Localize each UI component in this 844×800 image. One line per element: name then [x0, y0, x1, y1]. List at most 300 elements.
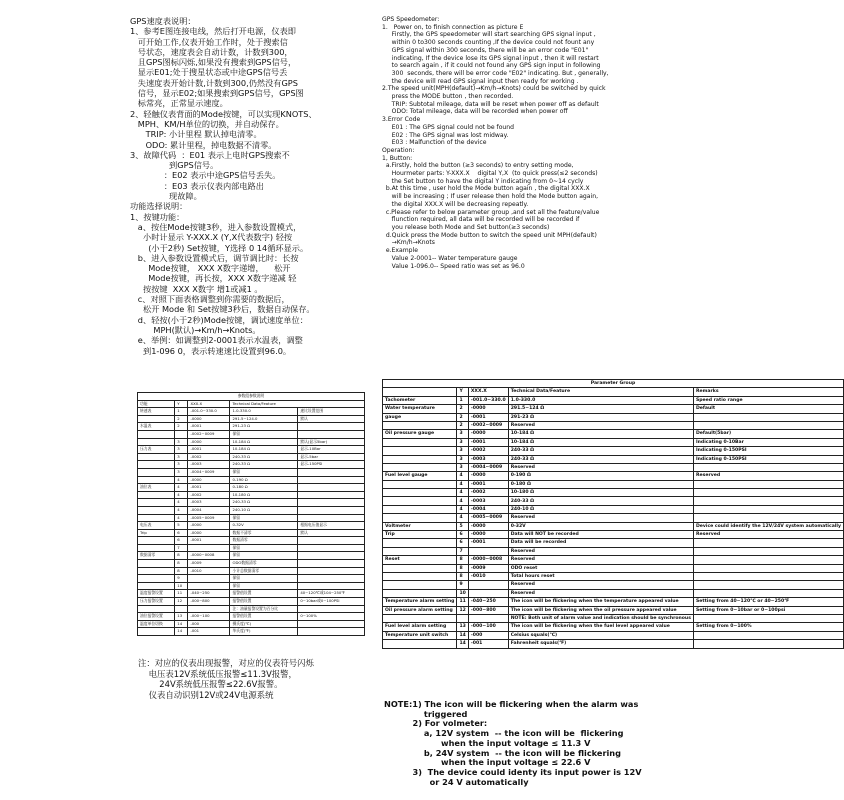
table-row [383, 514, 844, 522]
lnote-line: 24V系统低压报警≤22.6V报警。 [138, 679, 283, 689]
table-cell: 14 [175, 628, 188, 636]
table-cell [138, 491, 175, 499]
table-cell [298, 506, 365, 514]
table-cell: Fahrenheit squals(℉) [508, 640, 693, 648]
table-row [138, 468, 365, 476]
table-cell: 5 [175, 522, 188, 530]
table-cell: Data will be recorded [508, 539, 693, 547]
table-cell [383, 505, 457, 513]
right-line: d.Quick press the Mode button to switch the speed unit MPH(default) [382, 231, 597, 239]
table-row [383, 522, 844, 530]
table-cell: Voltmeter [383, 522, 457, 530]
table-cell: 报警值设置 [230, 613, 298, 621]
table-row [138, 529, 365, 537]
left-line: 标常亮，正常显示速度。 [130, 98, 228, 109]
right-line: Operation: [382, 146, 415, 154]
table-cell [175, 605, 188, 613]
table-cell: Technical Data/Feature [230, 400, 365, 408]
table-cell: 13 [175, 613, 188, 621]
table-cell [298, 423, 365, 431]
right-line: the digital XXX.X will be decreasing repeatly. [382, 200, 529, 208]
table-cell [383, 589, 457, 597]
table-cell [693, 640, 843, 648]
table-cell: 0-32V [508, 522, 693, 530]
table-cell: -040~250 [188, 590, 230, 598]
table-cell: 华氏度(℉) [230, 628, 298, 636]
table-cell: 8 [175, 567, 188, 575]
table-row [383, 430, 844, 438]
table-cell [383, 447, 457, 455]
table-cell [468, 614, 508, 622]
table-cell [383, 489, 457, 497]
table-row [138, 476, 365, 484]
table-cell: 保留 [230, 430, 298, 438]
left-line: 且GPS图标闪烁,如果没有搜索到GPS信号， [130, 57, 297, 68]
table-cell [383, 497, 457, 505]
table-cell: 240-33 Ω [230, 499, 298, 507]
table-row [138, 453, 365, 461]
table-cell: 3 [457, 455, 468, 463]
table-row [383, 598, 844, 606]
table-header-cell [383, 388, 457, 396]
table-row [138, 446, 365, 454]
table-cell: XXX.X [188, 400, 230, 408]
table-cell [298, 560, 365, 568]
table-cell: -0000 [188, 415, 230, 423]
table-cell: -000~800 [468, 606, 508, 614]
table-cell: 4 [175, 484, 188, 492]
table-row [383, 396, 844, 404]
table-cell [298, 514, 365, 522]
table-cell [693, 614, 843, 622]
table-cell [138, 499, 175, 507]
table-cell [188, 544, 230, 552]
table-cell: 10 [175, 582, 188, 590]
left-line: d、轻按(小于2秒)Mode按键，调试速度单位： [130, 314, 308, 325]
table-cell: 注：油量报警设置为百分比 [230, 605, 298, 613]
table-cell: 2 [457, 413, 468, 421]
table-cell: Setting from 0~100% [693, 623, 843, 631]
table-cell [693, 497, 843, 505]
table-cell: Oil pressure alarm setting [383, 606, 457, 614]
table-cell: gauge [383, 413, 457, 421]
table-cell: 9 [457, 581, 468, 589]
table-cell: 12 [175, 598, 188, 606]
lnote-line: 电压表12V系统低压报警≤11.3V报警， [138, 668, 297, 679]
table-cell: 4 [175, 499, 188, 507]
table-cell: 4 [457, 472, 468, 480]
table-cell [693, 581, 843, 589]
table-cell: Trip [383, 531, 457, 539]
english-alarm-note [384, 700, 669, 787]
table-cell: 0~10bar或0~100PSI [298, 598, 365, 606]
table-cell: Setting from 40~120℃ or 40~250℉ [693, 598, 843, 606]
table-row [138, 506, 365, 514]
table-cell [138, 628, 175, 636]
table-cell: 3 [175, 461, 188, 469]
left-line: MPH、KM/H单位的切换，并自动保存。 [130, 118, 284, 129]
table-cell: Fuel level alarm setting [383, 623, 457, 631]
right-line: TRIP: Subtotal mileage, data will be reset when power off as default [382, 100, 599, 108]
table-cell: -0000 [468, 522, 508, 530]
table-cell [298, 537, 365, 545]
table-cell: 1.0-330.0 [508, 396, 693, 404]
table-cell: 8 [457, 572, 468, 580]
table-row [138, 484, 365, 492]
table-cell [693, 413, 843, 421]
table-cell [383, 614, 457, 622]
right-line: GPS Speedometer: [382, 16, 440, 23]
table-cell: The icon will be flickering when the oil pressure appeared value [508, 606, 693, 614]
table-cell: The icon will be flickering when the fuel level appeared value [508, 623, 693, 631]
right-line: within 0 to300 seconds counting ,If the device could not fount any [382, 39, 595, 47]
left-line: 3、故障代码 ：E01 表示上电时GPS搜索不 [130, 149, 290, 160]
table-cell: 转速表 [138, 408, 175, 416]
table-cell: 1 [175, 408, 188, 416]
table-cell: 电压表 [138, 522, 175, 530]
table-cell: -0001 [468, 480, 508, 488]
table-cell: 速比设置范围 [298, 408, 365, 416]
table-row [383, 497, 844, 505]
table-cell: 4 [457, 497, 468, 505]
table-cell [138, 575, 175, 583]
table-cell [138, 514, 175, 522]
table-cell [693, 505, 843, 513]
table-cell: -0000 [188, 529, 230, 537]
table-cell: -0002 [468, 447, 508, 455]
table-cell: -0005~0009 [468, 514, 508, 522]
table-row [383, 413, 844, 421]
table-cell: -0001 [468, 438, 508, 446]
table-row [138, 423, 365, 431]
table-cell: -0002~0009 [188, 430, 230, 438]
table-cell: 功能 [138, 400, 175, 408]
table-cell: Indicating 0-150PSI [693, 447, 843, 455]
right-line: indicating, If the device lose its GPS signal input , then it will restart [382, 54, 599, 62]
table-cell: Reserved [508, 556, 693, 564]
table-cell: 291.5~124.0 [230, 415, 298, 423]
table-cell: 240-33 Ω [508, 455, 693, 463]
table-cell: Reset [383, 556, 457, 564]
table-cell: -0000 [468, 430, 508, 438]
table-cell: 8 [175, 552, 188, 560]
left-line: e、举例：如调整到2-0001表示水温表，调整 [130, 335, 303, 346]
right-line: press the MODE button , then recorded. [382, 93, 514, 101]
table-cell: 3 [457, 430, 468, 438]
right-line: 2.The speed unit(MPH(default)→Km/h→Knots) could be switched by quick [382, 85, 606, 93]
table-cell: 4 [175, 506, 188, 514]
table-cell [693, 564, 843, 572]
left-line: 到1-096 0，表示转速速比设置到96.0。 [130, 345, 292, 356]
table-row [138, 590, 365, 598]
table-cell: 保留 [230, 575, 298, 583]
table-cell: 3 [457, 447, 468, 455]
table-cell: 6 [175, 537, 188, 545]
table-row [138, 613, 365, 621]
table-cell: 油位表 [138, 484, 175, 492]
rnote-line: when the input voltage ≤ 11.3 V [384, 737, 591, 748]
table-cell: 240-10 Ω [230, 506, 298, 514]
left-line: 失速度表开始计数,计数到300,仍然没有GPS [130, 77, 298, 88]
table-cell: 1.0-330.0 [230, 408, 298, 416]
lnote-line: 仪表自动识别12V或24V电源系统 [138, 689, 274, 700]
rnote-line: triggered [384, 708, 468, 719]
table-row [138, 598, 365, 606]
left-line: ODO: 累计里程，掉电数据不清零。 [130, 139, 277, 150]
table-cell: 3 [457, 438, 468, 446]
table-cell: Default(5bar) [693, 430, 843, 438]
table-cell: -0000~0008 [188, 552, 230, 560]
table-row [138, 430, 365, 438]
table-cell: -0002 [188, 453, 230, 461]
table-cell: 数据清零 [230, 537, 298, 545]
table-cell [188, 582, 230, 590]
table-cell: 14 [457, 631, 468, 639]
table-cell: 10 [457, 589, 468, 597]
table-cell: 4 [457, 480, 468, 488]
table-row [138, 522, 365, 530]
table-cell: 2 [175, 423, 188, 431]
table-cell: -0001 [188, 484, 230, 492]
left-line: 1、参考E图连接电线，然后打开电源，仪表即 [130, 26, 296, 37]
table-cell: Indicating 0-150PSI [693, 455, 843, 463]
table-row [383, 547, 844, 555]
table-cell [298, 552, 365, 560]
right-line: will be increasing ; If user release then hold the Mode button again, [382, 193, 599, 201]
table-cell [138, 605, 175, 613]
table-cell: 3 [175, 446, 188, 454]
table-cell: 报警值设置 [230, 590, 298, 598]
table-cell: 240-33 Ω [508, 497, 693, 505]
table-cell: -001.0~330.0 [468, 396, 508, 404]
table-cell: Trip [138, 529, 175, 537]
table-cell: -0001 [188, 423, 230, 431]
right-line: you release both Mode and Set button(≥3 seconds) [382, 223, 550, 231]
table-cell [138, 582, 175, 590]
table-cell: Water temperature [383, 405, 457, 413]
table-row [138, 499, 365, 507]
table-row [138, 514, 365, 522]
table-cell: 默认(显示5bar) [298, 438, 365, 446]
table-row [138, 567, 365, 575]
table-cell: 油位报警设置 [138, 613, 175, 621]
table-cell: -000 [468, 631, 508, 639]
left-line: 小时计显示 Y-XXX.X (Y,X代表数字) 轻按 [130, 232, 293, 243]
table-cell: 240-33 Ω [508, 447, 693, 455]
table-row [383, 539, 844, 547]
table-cell: Reserved [508, 581, 693, 589]
table-cell [298, 468, 365, 476]
table-cell [693, 480, 843, 488]
table-cell [383, 564, 457, 572]
left-line: b、进入参数设置模式后，调节调比时：长按 [130, 252, 299, 263]
table-cell: 4 [175, 491, 188, 499]
table-row [383, 405, 844, 413]
table-cell: -0001 [468, 413, 508, 421]
table-cell: 14 [175, 620, 188, 628]
table-cell: Reserved [508, 463, 693, 471]
table-row [138, 605, 365, 613]
table-cell [383, 463, 457, 471]
right-line: E02 : The GPS signal was lost midway. [382, 131, 509, 139]
right-line: E01 : The GPS signal could not be found [382, 123, 515, 131]
table-cell: 8 [457, 556, 468, 564]
table-cell: Speed ratio range [693, 396, 843, 404]
table-cell: 默认 [298, 529, 365, 537]
table-cell: 240-33 Ω [230, 461, 298, 469]
table-row [138, 582, 365, 590]
table-row [383, 606, 844, 614]
table-row [383, 505, 844, 513]
table-row [138, 575, 365, 583]
table-cell: 240-10 Ω [508, 505, 693, 513]
table-row [138, 620, 365, 628]
table-cell: 9 [175, 575, 188, 583]
table-cell: 12 [457, 606, 468, 614]
table-cell: -0010 [468, 572, 508, 580]
table-cell [693, 631, 843, 639]
table-cell: -0001 [468, 539, 508, 547]
table-cell [298, 544, 365, 552]
table-cell: 10-184 Ω [508, 438, 693, 446]
table-cell [468, 581, 508, 589]
table-cell [188, 575, 230, 583]
table-cell [138, 544, 175, 552]
table-row [383, 623, 844, 631]
table-cell: 8 [457, 564, 468, 572]
table-cell: 0~100% [298, 613, 365, 621]
table-row [383, 463, 844, 471]
right-line: c.Please refer to below parameter group ,and set all the feature/value [382, 208, 600, 216]
table-cell [138, 476, 175, 484]
table-cell [383, 640, 457, 648]
table-cell [298, 628, 365, 636]
table-cell [383, 455, 457, 463]
table-row [383, 589, 844, 597]
table-row [383, 564, 844, 572]
table-cell: Data will NOT be recorded [508, 531, 693, 539]
right-line: the Set button to have the digital Y indicating from 0~14 cycly [382, 177, 584, 185]
right-line: 1, Button: [382, 154, 413, 162]
table-cell [298, 476, 365, 484]
table-cell: 数据清零 [138, 552, 175, 560]
table-cell: -0002 [468, 489, 508, 497]
left-line: 按按键 XXX X数字 增1或减1 。 [130, 283, 263, 294]
table-cell [693, 572, 843, 580]
table-cell [298, 567, 365, 575]
right-line: 1. Power on, to finish connection as picture E [382, 23, 524, 31]
right-line: Hourmeter parts: Y-XXX.X digital Y,X (to quick press(≤2 seconds) [382, 170, 598, 178]
right-line: Value 1-096.0-- Speed ratio was set as 96.0 [382, 262, 525, 270]
table-row [383, 472, 844, 480]
right-line: a.Firstly, hold the button (≥3 seconds) to entry setting mode, [382, 162, 574, 170]
table-cell: -0005~0009 [188, 514, 230, 522]
table-cell: 3 [175, 468, 188, 476]
right-line: ODO: Total mileage, data will be recorded when power off [382, 108, 568, 116]
table-cell: -0000 [188, 476, 230, 484]
table-cell [693, 556, 843, 564]
table-cell: NOTE: Both unit of alarm value and indication should be synchronous [508, 614, 693, 622]
table-row [138, 537, 365, 545]
table-cell: 8 [175, 560, 188, 568]
table-row [383, 614, 844, 622]
table-cell: 默认 [298, 415, 365, 423]
table-cell [138, 415, 175, 423]
table-cell [383, 421, 457, 429]
table-cell: -0004 [468, 505, 508, 513]
rnote-line: 2) For volmeter: [384, 718, 488, 729]
table-cell [693, 489, 843, 497]
table-cell: 显示-5bar [298, 453, 365, 461]
table-cell: -000 [188, 620, 230, 628]
table-cell: -040~250 [468, 598, 508, 606]
right-line: flunction required, all data will be recorded will be recorded if [382, 216, 580, 224]
table-cell [298, 430, 365, 438]
table-cell: 0-180 Ω [508, 480, 693, 488]
left-line: a、按住Mode按键3秒，进入参数设置模式， [130, 221, 302, 232]
table-cell: 0-180 Ω [230, 484, 298, 492]
table-row [383, 640, 844, 648]
table-cell: 6 [457, 531, 468, 539]
table-cell: Tachometer [383, 396, 457, 404]
table-cell: 1 [457, 396, 468, 404]
chinese-parameter-table [137, 392, 365, 636]
table-cell: 13 [457, 623, 468, 631]
table-cell: 0-190 Ω [230, 476, 298, 484]
table-cell: 2 [457, 405, 468, 413]
table-cell: ODO reset [508, 564, 693, 572]
table-cell: -0000 [468, 472, 508, 480]
table-row [138, 415, 365, 423]
left-line: 可开始工作,仪表开始工作时，处于搜索信 [130, 36, 288, 47]
table-cell: 6 [457, 539, 468, 547]
left-line: GPS速度表说明： [130, 16, 196, 26]
table-cell: 2 [175, 415, 188, 423]
table-cell: 0-32V [230, 522, 298, 530]
table-row [138, 408, 365, 416]
table-cell [138, 461, 175, 469]
table-cell: -0009 [188, 560, 230, 568]
table-cell: Reserved [693, 531, 843, 539]
table-cell: 10-184 Ω [508, 430, 693, 438]
left-line: 现故障。 [130, 191, 202, 202]
left-line: 2、轻触仪表背面的Mode按键，可以实现KNOTS、 [130, 108, 317, 119]
table-row [138, 560, 365, 568]
table-header-cell: Y [457, 388, 468, 396]
table-cell [468, 589, 508, 597]
table-cell [693, 463, 843, 471]
table-cell [693, 514, 843, 522]
table-cell: The icon will be flickering when the temperature appeared value [508, 598, 693, 606]
table-cell: 4 [175, 514, 188, 522]
right-line: 300 seconds, there will be error code "E02" indicating. But , generally, [382, 69, 609, 77]
table-cell: 11 [175, 590, 188, 598]
table-cell: 5 [457, 522, 468, 530]
rnote-line: or 24 V automatically [384, 776, 529, 787]
table-cell: 数据不清零 [230, 529, 298, 537]
table-cell: Reserved [508, 547, 693, 555]
table-cell: 10-180 Ω [508, 489, 693, 497]
table-cell: -0000 [188, 522, 230, 530]
table-cell [188, 605, 230, 613]
table-cell: -0010 [188, 567, 230, 575]
table-row [383, 572, 844, 580]
table-cell: 摄氏度(℃) [230, 620, 298, 628]
table-cell: Y [175, 400, 188, 408]
table-cell [175, 430, 188, 438]
table-row [383, 480, 844, 488]
table-cell: Celsius squals(℃) [508, 631, 693, 639]
